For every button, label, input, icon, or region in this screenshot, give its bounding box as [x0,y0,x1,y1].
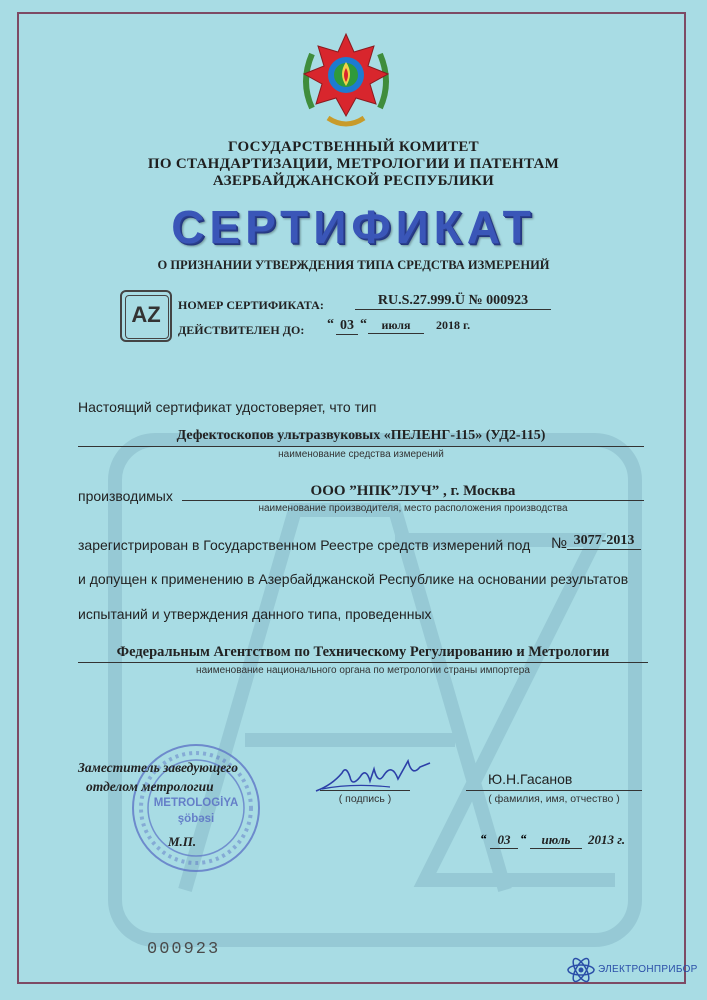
serial-number: 000923 [147,940,221,959]
registry-number: 3077-2013 [567,533,641,550]
intro-text: Настоящий сертификат удостоверяет, что тип [78,399,377,415]
issue-month: июль [530,832,582,849]
signatory-name: Ю.Н.Гасанов [488,771,573,787]
issue-year: 2013 г. [588,832,626,847]
issue-day: 03 [490,832,518,849]
signature-caption: ( подпись ) [338,793,392,805]
valid-year: 2018 г. [436,318,471,332]
certificate-title: СЕРТИФИКАТ [171,201,536,253]
admitted-line-1: и допущен к применению в Азербайджанской Республике на основании результатов [78,571,629,587]
certificate-subtitle: О ПРИЗНАНИИ УТВЕРЖДЕНИЯ ТИПА СРЕДСТВА ИЗМЕРЕНИЙ [157,258,550,272]
valid-day: 03 [336,318,358,335]
certificate-number: RU.S.27.999.Ü № 000923 [355,293,551,310]
state-emblem-icon [298,30,394,134]
watermark-logo [95,420,655,960]
issuer-line-3: АЗЕРБАЙДЖАНСКОЙ РЕСПУБЛИКИ [212,173,495,189]
signatory-name-caption: ( фамилия, имя, отчество ) [488,793,620,805]
issuer-line-2: ПО СТАНДАРТИЗАЦИИ, МЕТРОЛОГИИ И ПАТЕНТАМ [147,156,560,172]
position-line-1: Заместитель заведующего [78,760,239,775]
registered-text: зарегистрирован в Государственном Реестре средств измерений под [78,537,531,553]
manufacturer: ООО ”НПК”ЛУЧ” , г. Москва [310,483,516,499]
certificate-page: ГОСУДАРСТВЕННЫЙ КОМИТЕТ ПО СТАНДАРТИЗАЦИИ, МЕТРОЛОГИИ И ПАТЕНТАМ АЗЕРБАЙДЖАНСКОЙ РЕСПУБЛИКИ СЕРТИФИКАТ О ПРИЗНАНИИ УТВЕРЖДЕНИЯ ТИПА СРЕДСТВА ИЗМЕРЕНИЙ AZ НОМЕР СЕРТИФИКАТА: RU.S.27.999.Ü № 000923 ДЕЙСТВИТЕЛЕН ДО: “ 03 “ июля 2018 г. Настоящий сертификат удостоверяет, что тип Дефектоскопов ультразвуковых «ПЕЛЕНГ-115» (УД2-115) наименование средства измерений производимых ООО ”НПК”ЛУЧ” , г. Москва наименование производителя, место расположения производства зарегистрирован в Государственном Реестре средств измерений под № 3077-2013 и допущен к применению в Азербайджанской Республике на основании результатов испытаний и утверждения данного типа, проведенных Федеральным Агентством по Техническому Регулированию и Метрологии наименование национального органа по метрологии страны импортера METROLOGİYA şöbəsi Заместитель заведующего отделом метрологии М.П. ( подпись ) Ю.Н.Гасанов ( фамилия, имя, отчество ) “ 03 “ июль 2013 г. 000923 ЭЛЕКТРОНПРИБОР [0,0,707,1000]
az-logo [120,290,172,342]
issuer-line-1: ГОСУДАРСТВЕННЫЙ КОМИТЕТ [228,139,479,155]
valid-until-label: ДЕЙСТВИТЕЛЕН ДО: [178,323,305,337]
stamp-text-1: METROLOGİYA [153,797,239,809]
brand-name: ЭЛЕКТРОНПРИБОР [598,964,698,975]
authority-name: Федеральным Агентством по Техническому Регулированию и Метрологии [116,644,610,660]
atom-icon [566,955,596,985]
instrument-name: Дефектоскопов ультразвуковых «ПЕЛЕНГ-115» (УД2-115) [176,428,546,443]
admitted-line-2: испытаний и утверждения данного типа, проведенных [78,606,432,622]
logo-text: AZ [131,302,161,327]
stamp-place-label: М.П. [168,834,197,849]
valid-month: июля [368,318,424,334]
produced-label: производимых [78,488,173,504]
certificate-number-label: НОМЕР СЕРТИФИКАТА: [178,298,324,312]
registry-sign: № [551,535,568,552]
instrument-caption: наименование средства измерений [278,449,444,460]
stamp-text-2: şöbəsi [177,813,215,825]
position-line-2: отделом метрологии [86,779,214,794]
manufacturer-caption: наименование производителя, место расположения производства [258,503,568,514]
authority-caption: наименование национального органа по метрологии страны импортера [196,665,530,676]
